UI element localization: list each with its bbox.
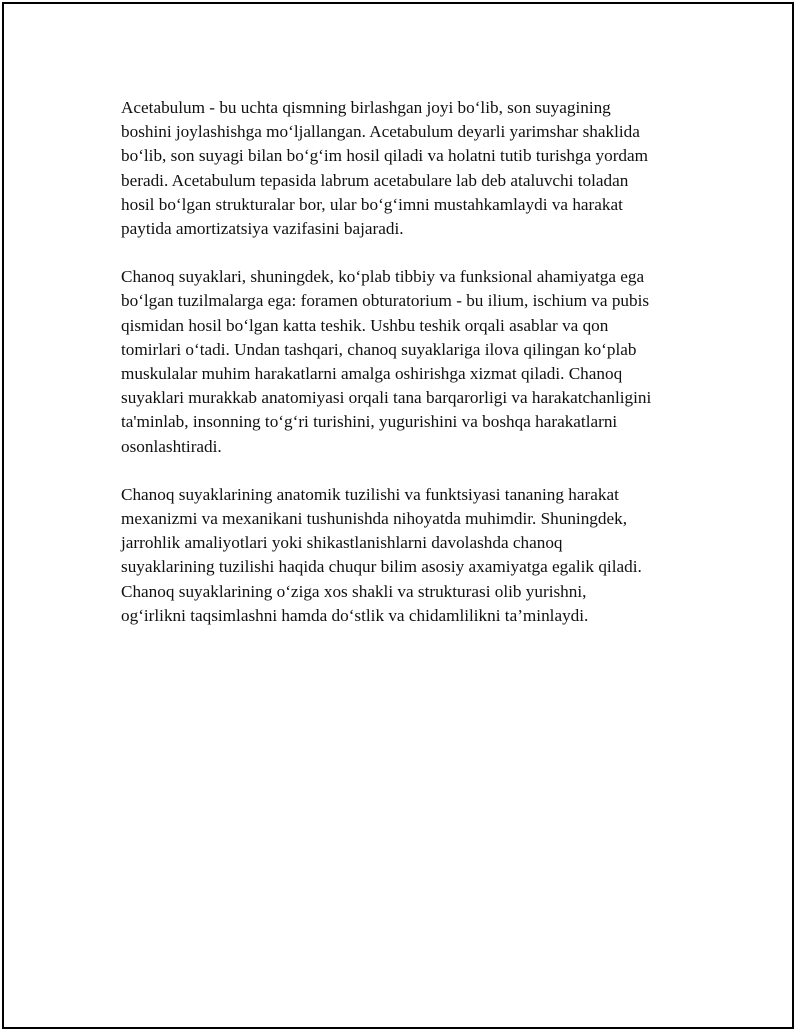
text-line: qismidan hosil bo‘lgan katta teshik. Ushbu teshik orqali asablar va qon: [121, 315, 609, 335]
text-line: osonlashtiradi.: [121, 436, 222, 456]
text-line: bo‘lgan tuzilmalarga ega: foramen obturatorium - bu ilium, ischium va pubis: [121, 291, 650, 311]
text-line: suyaklari murakkab anatomiyasi orqali tana barqarorligi va harakatchanligini: [121, 388, 652, 408]
text-line: Chanoq suyaklari, shuningdek, ko‘plab tibbiy va funksional ahamiyatga ega: [121, 267, 645, 287]
text-line: boshini joylashishga mo‘ljallangan. Acetabulum deyarli yarimshar shaklida: [121, 122, 640, 142]
text-line: suyaklarining tuzilishi haqida chuqur bilim asosiy axamiyatga egalik qiladi.: [121, 557, 642, 577]
paragraph-foramen: [121, 265, 701, 459]
text-line: tomirlari o‘tadi. Undan tashqari, chanoq suyaklariga ilova qilingan ko‘plab: [121, 339, 637, 359]
text-line: Chanoq suyaklarining anatomik tuzilishi va funktsiyasi tananing harakat: [121, 484, 619, 504]
document-page: [2, 2, 794, 1029]
text-line: jarrohlik amaliyotlari yoki shikastlanishlarni davolashda chanoq: [121, 533, 563, 553]
text-line: hosil bo‘lgan strukturalar bor, ular bo‘g‘imni mustahkamlaydi va harakat: [121, 194, 623, 214]
text-line: paytida amortizatsiya vazifasini bajaradi.: [121, 219, 404, 239]
text-line: Chanoq suyaklarining o‘ziga xos shakli va strukturasi olib yurishni,: [121, 581, 587, 601]
text-line: beradi. Acetabulum tepasida labrum acetabulare lab deb ataluvchi toladan: [121, 170, 629, 190]
text-line: muskulalar muhim harakatlarni amalga oshirishga xizmat qiladi. Chanoq: [121, 364, 623, 384]
text-line: Acetabulum - bu uchta qismning birlashgan joyi bo‘lib, son suyagining: [121, 98, 611, 117]
paragraph-anatomy: [121, 483, 701, 628]
text-line: mexanizmi va mexanikani tushunishda nihoyatda muhimdir. Shuningdek,: [121, 509, 627, 529]
text-line: og‘irlikni taqsimlashni hamda do‘stlik va chidamlilikni ta’minlaydi.: [121, 605, 589, 625]
paragraph-acetabulum: [121, 96, 701, 241]
text-line: ta'minlab, insonning to‘g‘ri turishini, yugurishini va boshqa harakatlarni: [121, 412, 618, 432]
text-line: bo‘lib, son suyagi bilan bo‘g‘im hosil qiladi va holatni tutib turishga yordam: [121, 146, 649, 166]
document-body: [121, 96, 701, 652]
